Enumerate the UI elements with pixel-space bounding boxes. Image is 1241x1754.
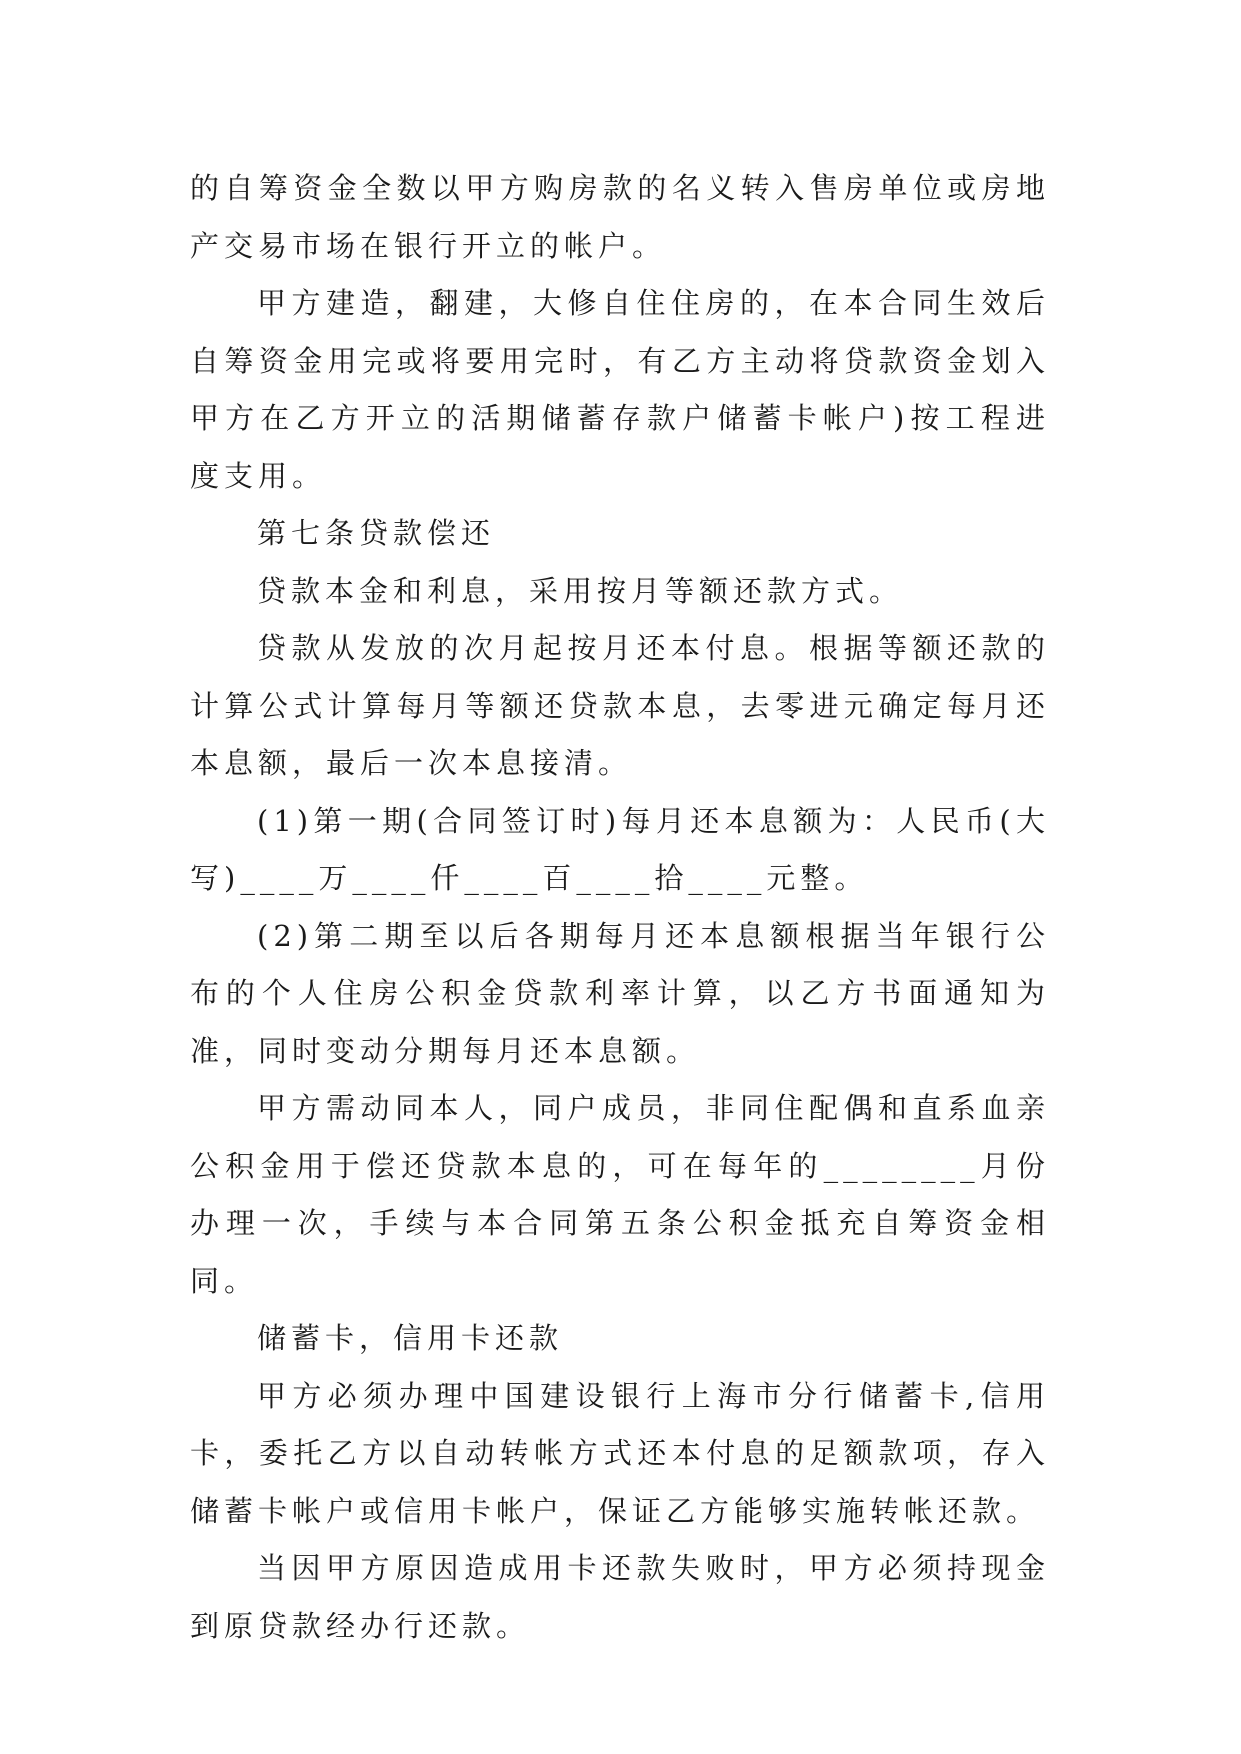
paragraph-4: 贷款本金和利息，采用按月等额还款方式。 — [257, 573, 904, 608]
paragraph-10: 甲方必须办理中国建设银行上海市分行储蓄卡,信用卡，委托乙方以自动转帐方式还本付息的足额款项，存入储蓄卡帐户或信用卡帐户，保证乙方能够实施转帐还款。 — [190, 1378, 1050, 1528]
paragraph-2: 甲方建造，翻建，大修自住住房的，在本合同生效后自筹资金用完或将要用完时，有乙方主动将贷款资金划入甲方在乙方开立的活期储蓄存款户储蓄卡帐户)按工程进度支用。 — [190, 286, 1050, 493]
paragraph-6: (1)第一期(合同签订时)每月还本息额为：人民币(大写)____万____仟____百____拾____元整。 — [190, 803, 1050, 895]
paragraph-7: (2)第二期至以后各期每月还本息额根据当年银行公布的个人住房公积金贷款利率计算，以乙方书面通知为准，同时变动分期每月还本息额。 — [190, 918, 1050, 1068]
paragraph-1: 的自筹资金全数以甲方购房款的名义转入售房单位或房地产交易市场在银行开立的帐户。 — [190, 171, 1050, 263]
section-heading-article-7: 第七条贷款偿还 — [257, 516, 496, 550]
section-heading-card-repayment: 储蓄卡，信用卡还款 — [257, 1321, 564, 1355]
paragraph-11: 当因甲方原因造成用卡还款失败时，甲方必须持现金到原贷款经办行还款。 — [190, 1551, 1050, 1643]
document-body — [190, 160, 1050, 1655]
paragraph-5: 贷款从发放的次月起按月还本付息。根据等额还款的计算公式计算每月等额还贷款本息，去零进元确定每月还本息额，最后一次本息接清。 — [190, 631, 1050, 780]
paragraph-8: 甲方需动同本人，同户成员，非同住配偶和直系血亲公积金用于偿还贷款本息的，可在每年的________月份办理一次，手续与本合同第五条公积金抵充自筹资金相同。 — [190, 1091, 1050, 1298]
